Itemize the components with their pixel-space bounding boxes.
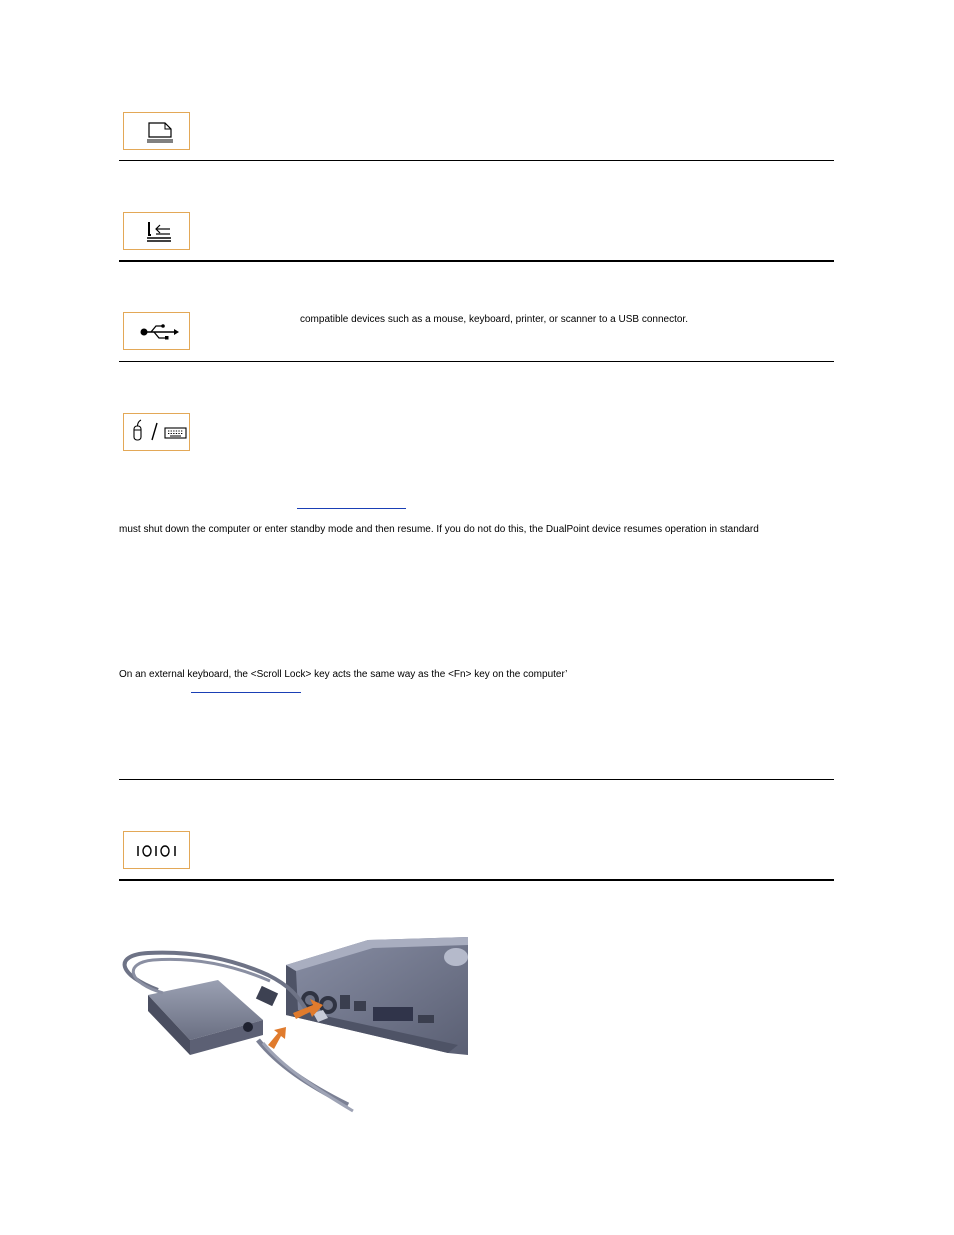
usb-description: compatible devices such as a mouse, keyboard, printer, or scanner to a USB connector. <box>300 314 688 325</box>
section-divider <box>119 260 834 262</box>
section-divider <box>119 779 834 780</box>
usb-icon <box>123 312 190 350</box>
mouse-keyboard-icon <box>123 413 190 451</box>
dualpoint-note: must shut down the computer or enter standby mode and then resume. If you do not do this, the DualPoint device resumes operation in standard <box>119 524 759 535</box>
section-divider <box>119 160 834 161</box>
section-divider <box>119 361 834 362</box>
infrared-sensor-icon <box>123 212 190 250</box>
scroll-lock-note: On an external keyboard, the <Scroll Lock> key acts the same way as the <Fn> key on the computer’ <box>119 669 568 680</box>
hyperlink-underline[interactable] <box>191 692 301 693</box>
hyperlink-underline[interactable] <box>297 508 406 509</box>
ac-adapter-connection-illustration <box>118 935 478 1113</box>
serial-connector-icon <box>123 831 190 869</box>
parallel-connector-icon <box>123 112 190 150</box>
section-divider <box>119 879 834 881</box>
